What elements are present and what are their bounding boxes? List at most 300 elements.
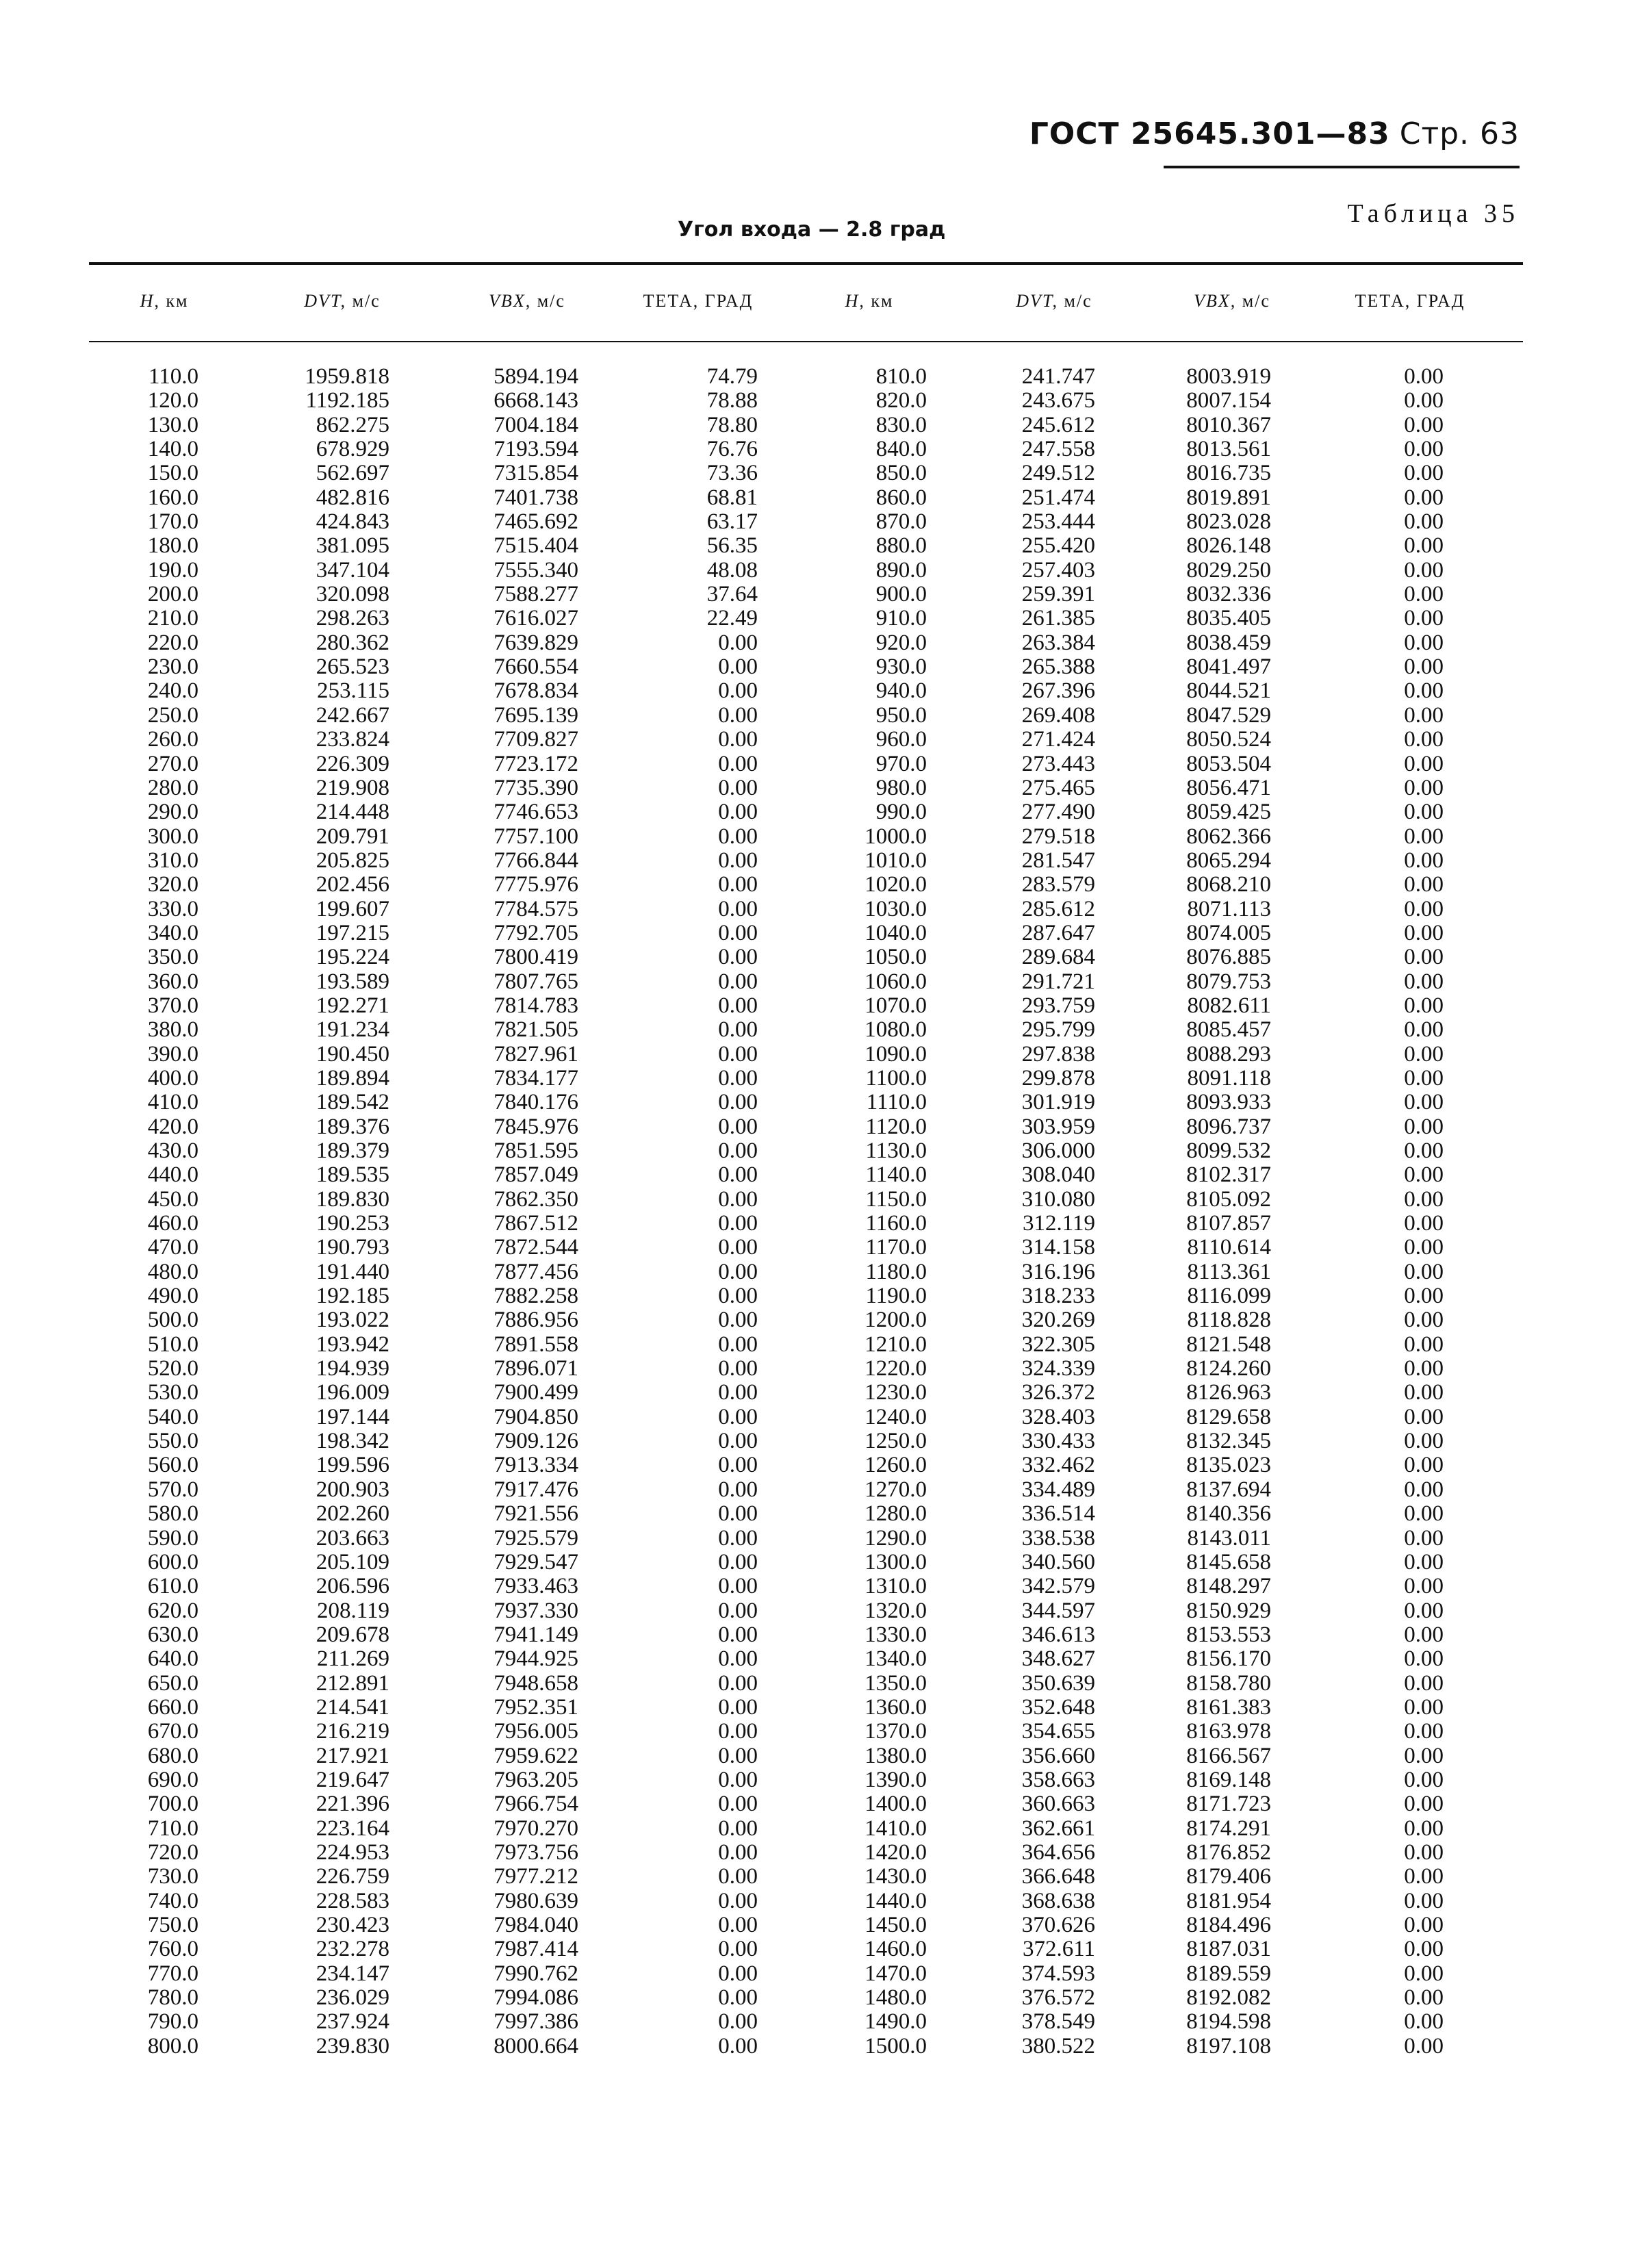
cell-vbx: 7639.829	[494, 630, 578, 655]
cell-teta-2: 0.00	[1404, 437, 1444, 462]
cell-teta-2: 0.00	[1404, 582, 1444, 607]
cell-vbx: 7977.212	[494, 1864, 578, 1889]
cell-altitude-2: 870.0	[875, 509, 927, 535]
cell-dvt-2: 358.663	[1021, 1767, 1095, 1792]
table-row	[0, 510, 1627, 534]
cell-dvt: 190.253	[316, 1211, 389, 1236]
cell-vbx: 7970.270	[494, 1815, 578, 1841]
cell-teta: 0.00	[718, 1913, 758, 1937]
cell-teta-2: 0.00	[1404, 1985, 1444, 2011]
cell-altitude: 760.0	[147, 1937, 198, 1962]
cell-teta: 0.00	[718, 872, 758, 897]
cell-dvt-2: 241.747	[1021, 364, 1095, 389]
cell-teta: 37.64	[706, 582, 758, 607]
cell-dvt-2: 273.443	[1021, 751, 1095, 776]
cell-vbx-2: 8026.148	[1186, 533, 1271, 559]
table-row	[0, 1091, 1627, 1114]
cell-dvt-2: 308.040	[1021, 1162, 1095, 1188]
table-row	[0, 655, 1627, 679]
cell-dvt: 189.830	[316, 1186, 389, 1212]
cell-altitude-2: 1480.0	[864, 1985, 927, 2011]
cell-dvt: 205.109	[316, 1549, 389, 1575]
cell-dvt-2: 360.663	[1021, 1792, 1095, 1817]
cell-vbx-2: 8076.885	[1186, 945, 1271, 970]
cell-teta-2: 0.00	[1404, 775, 1444, 800]
cell-altitude-2: 1210.0	[864, 1332, 927, 1357]
cell-dvt: 211.269	[316, 1646, 389, 1672]
cell-teta: 0.00	[718, 1162, 758, 1188]
column-header-teta-2: ТЕТА, ГРАД	[1355, 291, 1465, 311]
cell-altitude: 490.0	[147, 1284, 198, 1309]
cell-vbx-2: 8126.963	[1186, 1380, 1271, 1405]
cell-vbx-2: 8145.658	[1186, 1549, 1271, 1575]
cell-teta-2: 0.00	[1404, 533, 1444, 559]
cell-vbx: 7784.575	[494, 896, 578, 921]
cell-vbx: 7588.277	[494, 582, 578, 607]
table-row	[0, 1720, 1627, 1744]
cell-teta-2: 0.00	[1404, 1719, 1444, 1744]
cell-altitude-2: 1470.0	[864, 1961, 927, 1986]
cell-altitude: 270.0	[147, 751, 198, 776]
cell-vbx: 8000.664	[494, 2033, 578, 2059]
column-header-teta: ТЕТА, ГРАД	[643, 291, 754, 311]
cell-teta-2: 0.00	[1404, 557, 1444, 583]
table-row	[0, 1937, 1627, 1961]
cell-teta: 0.00	[718, 1985, 758, 2011]
cell-teta-2: 0.00	[1404, 1211, 1444, 1236]
cell-vbx-2: 8013.561	[1186, 437, 1271, 462]
cell-altitude: 520.0	[147, 1356, 198, 1381]
table-row	[0, 897, 1627, 921]
cell-dvt-2: 374.593	[1021, 1961, 1095, 1986]
cell-dvt-2: 336.514	[1021, 1501, 1095, 1527]
cell-dvt-2: 316.196	[1021, 1259, 1095, 1284]
cell-dvt: 199.607	[316, 896, 389, 921]
cell-vbx-2: 8179.406	[1186, 1864, 1271, 1889]
table-row	[0, 1696, 1627, 1720]
cell-dvt-2: 330.433	[1021, 1429, 1095, 1454]
cell-vbx: 7807.765	[494, 969, 578, 994]
cell-dvt: 1192.185	[305, 388, 389, 413]
cell-altitude: 110.0	[148, 364, 198, 389]
cell-vbx: 7867.512	[494, 1211, 578, 1236]
cell-teta-2: 0.00	[1404, 1259, 1444, 1284]
column-header-vbx-2: VBX, м/с	[1194, 291, 1270, 311]
table-row	[0, 1792, 1627, 1816]
cell-dvt: 196.009	[316, 1380, 389, 1405]
cell-altitude-2: 830.0	[875, 412, 927, 437]
cell-dvt: 236.029	[316, 1985, 389, 2011]
cell-vbx-2: 8161.383	[1186, 1694, 1271, 1720]
cell-teta: 0.00	[718, 1792, 758, 1817]
cell-dvt: 242.667	[316, 702, 389, 728]
cell-vbx: 7877.456	[494, 1259, 578, 1284]
table-row	[0, 1672, 1627, 1696]
table-row	[0, 2010, 1627, 2034]
cell-dvt: 208.119	[316, 1598, 389, 1623]
cell-vbx-2: 8194.598	[1186, 2009, 1271, 2035]
cell-dvt-2: 310.080	[1021, 1186, 1095, 1212]
cell-altitude: 240.0	[147, 678, 198, 704]
table-row	[0, 1817, 1627, 1841]
cell-teta: 0.00	[718, 1259, 758, 1284]
cell-vbx-2: 8093.933	[1186, 1090, 1271, 1115]
cell-altitude: 330.0	[147, 896, 198, 921]
cell-altitude-2: 1450.0	[864, 1913, 927, 1937]
cell-dvt-2: 356.660	[1021, 1743, 1095, 1768]
cell-dvt: 206.596	[316, 1574, 389, 1599]
cell-altitude-2: 1080.0	[864, 1017, 927, 1043]
cell-teta-2: 0.00	[1404, 1937, 1444, 1962]
cell-altitude: 800.0	[147, 2033, 198, 2059]
cell-altitude: 610.0	[147, 1574, 198, 1599]
cell-dvt-2: 326.372	[1021, 1380, 1095, 1405]
cell-dvt: 862.275	[316, 412, 389, 437]
cell-altitude: 570.0	[147, 1477, 198, 1502]
cell-dvt: 197.144	[316, 1404, 389, 1429]
cell-dvt-2: 348.627	[1021, 1646, 1095, 1672]
cell-dvt: 217.921	[316, 1743, 389, 1768]
cell-vbx-2: 8091.118	[1187, 1065, 1271, 1091]
cell-teta-2: 0.00	[1404, 1888, 1444, 1913]
cell-vbx-2: 8007.154	[1186, 388, 1271, 413]
cell-teta: 48.08	[706, 557, 758, 583]
cell-vbx-2: 8197.108	[1186, 2033, 1271, 2059]
cell-altitude-2: 1490.0	[864, 2009, 927, 2035]
cell-altitude: 730.0	[147, 1864, 198, 1889]
cell-altitude-2: 1430.0	[864, 1864, 927, 1889]
cell-dvt-2: 364.656	[1021, 1839, 1095, 1865]
cell-dvt-2: 344.597	[1021, 1598, 1095, 1623]
cell-teta: 0.00	[718, 945, 758, 970]
cell-altitude: 450.0	[147, 1186, 198, 1212]
cell-altitude: 390.0	[147, 1041, 198, 1067]
table-header-rule	[89, 341, 1523, 342]
cell-dvt: 197.215	[316, 920, 389, 945]
cell-altitude-2: 1250.0	[864, 1429, 927, 1454]
table-row	[0, 1333, 1627, 1357]
cell-dvt-2: 255.420	[1021, 533, 1095, 559]
cell-altitude: 160.0	[147, 485, 198, 510]
cell-altitude: 430.0	[147, 1138, 198, 1163]
cell-vbx-2: 8113.361	[1187, 1259, 1271, 1284]
cell-vbx: 5894.194	[494, 364, 578, 389]
cell-vbx: 7941.149	[494, 1622, 578, 1647]
cell-altitude: 650.0	[147, 1670, 198, 1696]
cell-altitude-2: 1140.0	[865, 1162, 927, 1188]
table-row	[0, 1381, 1627, 1405]
cell-vbx: 7966.754	[494, 1792, 578, 1817]
cell-altitude: 680.0	[147, 1743, 198, 1768]
cell-altitude-2: 1190.0	[865, 1284, 927, 1309]
table-row	[0, 1623, 1627, 1647]
cell-dvt: 193.589	[316, 969, 389, 994]
cell-dvt-2: 338.538	[1021, 1525, 1095, 1551]
cell-dvt: 191.440	[316, 1259, 389, 1284]
cell-teta-2: 0.00	[1404, 1284, 1444, 1309]
cell-teta: 0.00	[718, 969, 758, 994]
cell-altitude-2: 920.0	[875, 630, 927, 655]
cell-teta-2: 0.00	[1404, 1501, 1444, 1527]
cell-altitude: 550.0	[147, 1429, 198, 1454]
cell-altitude-2: 990.0	[875, 800, 927, 825]
cell-dvt: 253.115	[316, 678, 389, 704]
cell-teta-2: 0.00	[1404, 1380, 1444, 1405]
cell-dvt: 233.824	[316, 727, 389, 752]
cell-altitude-2: 940.0	[875, 678, 927, 704]
cell-vbx-2: 8163.978	[1186, 1719, 1271, 1744]
cell-dvt: 189.542	[316, 1090, 389, 1115]
cell-vbx-2: 8129.658	[1186, 1404, 1271, 1429]
cell-teta-2: 0.00	[1404, 969, 1444, 994]
cell-teta-2: 0.00	[1404, 727, 1444, 752]
cell-dvt-2: 352.648	[1021, 1694, 1095, 1720]
cell-vbx: 7723.172	[494, 751, 578, 776]
cell-dvt-2: 368.638	[1021, 1888, 1095, 1913]
cell-dvt: 232.278	[316, 1937, 389, 1962]
cell-teta: 0.00	[718, 702, 758, 728]
table-row	[0, 1744, 1627, 1768]
cell-vbx-2: 8192.082	[1186, 1985, 1271, 2011]
cell-teta-2: 0.00	[1404, 1574, 1444, 1599]
cell-vbx: 7959.622	[494, 1743, 578, 1768]
cell-vbx: 7963.205	[494, 1767, 578, 1792]
cell-dvt: 219.908	[316, 775, 389, 800]
table-row	[0, 1139, 1627, 1163]
cell-altitude-2: 1300.0	[864, 1549, 927, 1575]
cell-vbx: 7980.639	[494, 1888, 578, 1913]
cell-altitude-2: 1280.0	[864, 1501, 927, 1527]
table-number: Таблица 35	[1347, 199, 1520, 228]
cell-teta-2: 0.00	[1404, 702, 1444, 728]
cell-altitude: 460.0	[147, 1211, 198, 1236]
cell-teta: 0.00	[718, 775, 758, 800]
table-row	[0, 1115, 1627, 1139]
cell-vbx: 7709.827	[494, 727, 578, 752]
cell-altitude-2: 1460.0	[864, 1937, 927, 1962]
cell-vbx-2: 8143.011	[1187, 1525, 1271, 1551]
cell-dvt-2: 366.648	[1021, 1864, 1095, 1889]
cell-teta: 0.00	[718, 800, 758, 825]
standard-number: ГОСТ 25645.301—83	[1029, 116, 1390, 151]
cell-teta: 0.00	[718, 1525, 758, 1551]
table-row	[0, 461, 1627, 485]
cell-dvt-2: 328.403	[1021, 1404, 1095, 1429]
cell-altitude-2: 1260.0	[864, 1453, 927, 1478]
table-row	[0, 1188, 1627, 1212]
column-header-dvt-2: DVT, м/с	[1016, 291, 1092, 311]
table-row	[0, 631, 1627, 655]
cell-vbx: 7886.956	[494, 1308, 578, 1333]
cell-vbx-2: 8105.092	[1186, 1186, 1271, 1212]
cell-teta-2: 0.00	[1404, 1525, 1444, 1551]
cell-dvt: 203.663	[316, 1525, 389, 1551]
cell-teta: 0.00	[718, 1719, 758, 1744]
table-row	[0, 559, 1627, 583]
table-row	[0, 1308, 1627, 1332]
table-row	[0, 1284, 1627, 1308]
cell-teta-2: 0.00	[1404, 896, 1444, 921]
table-row	[0, 945, 1627, 969]
cell-teta: 0.00	[718, 727, 758, 752]
cell-vbx-2: 8132.345	[1186, 1429, 1271, 1454]
cell-teta: 0.00	[718, 1453, 758, 1478]
cell-dvt-2: 265.388	[1021, 654, 1095, 680]
cell-altitude: 180.0	[147, 533, 198, 559]
cell-vbx-2: 8079.753	[1186, 969, 1271, 994]
cell-dvt-2: 263.384	[1021, 630, 1095, 655]
cell-altitude-2: 950.0	[875, 702, 927, 728]
cell-vbx-2: 8169.148	[1186, 1767, 1271, 1792]
cell-altitude: 210.0	[147, 606, 198, 631]
cell-dvt-2: 259.391	[1021, 582, 1095, 607]
cell-teta: 78.80	[706, 412, 758, 437]
cell-teta-2: 0.00	[1404, 1065, 1444, 1091]
cell-altitude: 770.0	[147, 1961, 198, 1986]
cell-altitude: 530.0	[147, 1380, 198, 1405]
cell-dvt-2: 287.647	[1021, 920, 1095, 945]
cell-altitude-2: 900.0	[875, 582, 927, 607]
cell-dvt-2: 297.838	[1021, 1041, 1095, 1067]
cell-dvt: 226.759	[316, 1864, 389, 1889]
cell-dvt: 219.647	[316, 1767, 389, 1792]
cell-altitude: 510.0	[147, 1332, 198, 1357]
cell-teta-2: 0.00	[1404, 2009, 1444, 2035]
cell-teta-2: 0.00	[1404, 1114, 1444, 1139]
page-number: Стр. 63	[1399, 116, 1520, 151]
cell-teta-2: 0.00	[1404, 1235, 1444, 1260]
cell-altitude: 120.0	[147, 388, 198, 413]
cell-teta: 0.00	[718, 1138, 758, 1163]
cell-altitude-2: 1270.0	[864, 1477, 927, 1502]
cell-altitude-2: 1390.0	[864, 1767, 927, 1792]
cell-teta: 0.00	[718, 1694, 758, 1720]
table-row	[0, 1357, 1627, 1381]
cell-teta: 0.00	[718, 1332, 758, 1357]
cell-teta-2: 0.00	[1404, 1162, 1444, 1188]
cell-dvt: 202.456	[316, 872, 389, 897]
cell-altitude: 620.0	[147, 1598, 198, 1623]
cell-teta: 56.35	[706, 533, 758, 559]
cell-vbx: 7900.499	[494, 1380, 578, 1405]
table-row	[0, 825, 1627, 849]
cell-teta-2: 0.00	[1404, 1138, 1444, 1163]
cell-vbx: 7851.595	[494, 1138, 578, 1163]
cell-teta: 0.00	[718, 1937, 758, 1962]
cell-vbx: 7913.334	[494, 1453, 578, 1478]
cell-teta: 0.00	[718, 1477, 758, 1502]
cell-altitude-2: 840.0	[875, 437, 927, 462]
table-row	[0, 1889, 1627, 1913]
cell-teta: 0.00	[718, 1815, 758, 1841]
cell-dvt: 189.894	[316, 1065, 389, 1091]
cell-vbx-2: 8038.459	[1186, 630, 1271, 655]
table-row	[0, 1236, 1627, 1260]
cell-dvt: 237.924	[316, 2009, 389, 2035]
cell-teta-2: 0.00	[1404, 364, 1444, 389]
table-row	[0, 1841, 1627, 1865]
cell-teta: 76.76	[706, 437, 758, 462]
cell-teta-2: 0.00	[1404, 654, 1444, 680]
cell-vbx-2: 8187.031	[1186, 1937, 1271, 1962]
cell-altitude: 470.0	[147, 1235, 198, 1260]
table-row	[0, 728, 1627, 752]
cell-dvt: 212.891	[316, 1670, 389, 1696]
cell-dvt: 482.816	[316, 485, 389, 510]
cell-vbx: 7827.961	[494, 1041, 578, 1067]
cell-dvt-2: 267.396	[1021, 678, 1095, 704]
cell-vbx-2: 8074.005	[1186, 920, 1271, 945]
cell-vbx: 7766.844	[494, 848, 578, 873]
cell-teta-2: 0.00	[1404, 945, 1444, 970]
cell-altitude-2: 1060.0	[864, 969, 927, 994]
cell-altitude-2: 1410.0	[864, 1815, 927, 1841]
cell-vbx: 7515.404	[494, 533, 578, 559]
cell-dvt-2: 342.579	[1021, 1574, 1095, 1599]
cell-dvt: 265.523	[316, 654, 389, 680]
cell-vbx: 7882.258	[494, 1284, 578, 1309]
table-row	[0, 1527, 1627, 1551]
cell-altitude-2: 930.0	[875, 654, 927, 680]
cell-vbx-2: 8107.857	[1186, 1211, 1271, 1236]
cell-dvt-2: 285.612	[1021, 896, 1095, 921]
cell-vbx: 7757.100	[494, 824, 578, 849]
cell-vbx: 7984.040	[494, 1913, 578, 1937]
table-row	[0, 994, 1627, 1018]
cell-dvt: 234.147	[316, 1961, 389, 1986]
cell-vbx: 7800.419	[494, 945, 578, 970]
cell-vbx: 7987.414	[494, 1937, 578, 1962]
cell-dvt: 193.942	[316, 1332, 389, 1357]
cell-vbx-2: 8003.919	[1186, 364, 1271, 389]
cell-vbx-2: 8023.028	[1186, 509, 1271, 535]
cell-vbx: 7821.505	[494, 1017, 578, 1043]
cell-altitude-2: 1290.0	[864, 1525, 927, 1551]
header-underline	[1164, 166, 1520, 168]
cell-teta-2: 0.00	[1404, 1404, 1444, 1429]
cell-altitude: 140.0	[147, 437, 198, 462]
cell-vbx: 7775.976	[494, 872, 578, 897]
table-row	[0, 1865, 1627, 1889]
cell-altitude: 600.0	[147, 1549, 198, 1575]
cell-teta-2: 0.00	[1404, 1792, 1444, 1817]
cell-altitude-2: 1400.0	[864, 1792, 927, 1817]
cell-teta-2: 0.00	[1404, 1839, 1444, 1865]
table-row	[0, 365, 1627, 389]
cell-teta-2: 0.00	[1404, 2033, 1444, 2059]
table-row	[0, 800, 1627, 824]
cell-vbx-2: 8110.614	[1187, 1235, 1271, 1260]
cell-vbx: 7921.556	[494, 1501, 578, 1527]
column-header-dvt: DVT, м/с	[304, 291, 381, 311]
cell-teta: 0.00	[718, 1888, 758, 1913]
cell-dvt: 190.450	[316, 1041, 389, 1067]
cell-dvt: 678.929	[316, 437, 389, 462]
table-row	[0, 970, 1627, 994]
cell-altitude-2: 1340.0	[864, 1646, 927, 1672]
cell-dvt-2: 362.661	[1021, 1815, 1095, 1841]
cell-vbx-2: 8124.260	[1186, 1356, 1271, 1381]
cell-vbx-2: 8150.929	[1186, 1598, 1271, 1623]
cell-altitude-2: 1240.0	[864, 1404, 927, 1429]
cell-altitude-2: 1380.0	[864, 1743, 927, 1768]
cell-altitude-2: 1200.0	[864, 1308, 927, 1333]
cell-altitude: 340.0	[147, 920, 198, 945]
cell-teta-2: 0.00	[1404, 1090, 1444, 1115]
cell-altitude-2: 880.0	[875, 533, 927, 559]
column-header-h: H, км	[140, 291, 189, 311]
cell-altitude-2: 1230.0	[864, 1380, 927, 1405]
